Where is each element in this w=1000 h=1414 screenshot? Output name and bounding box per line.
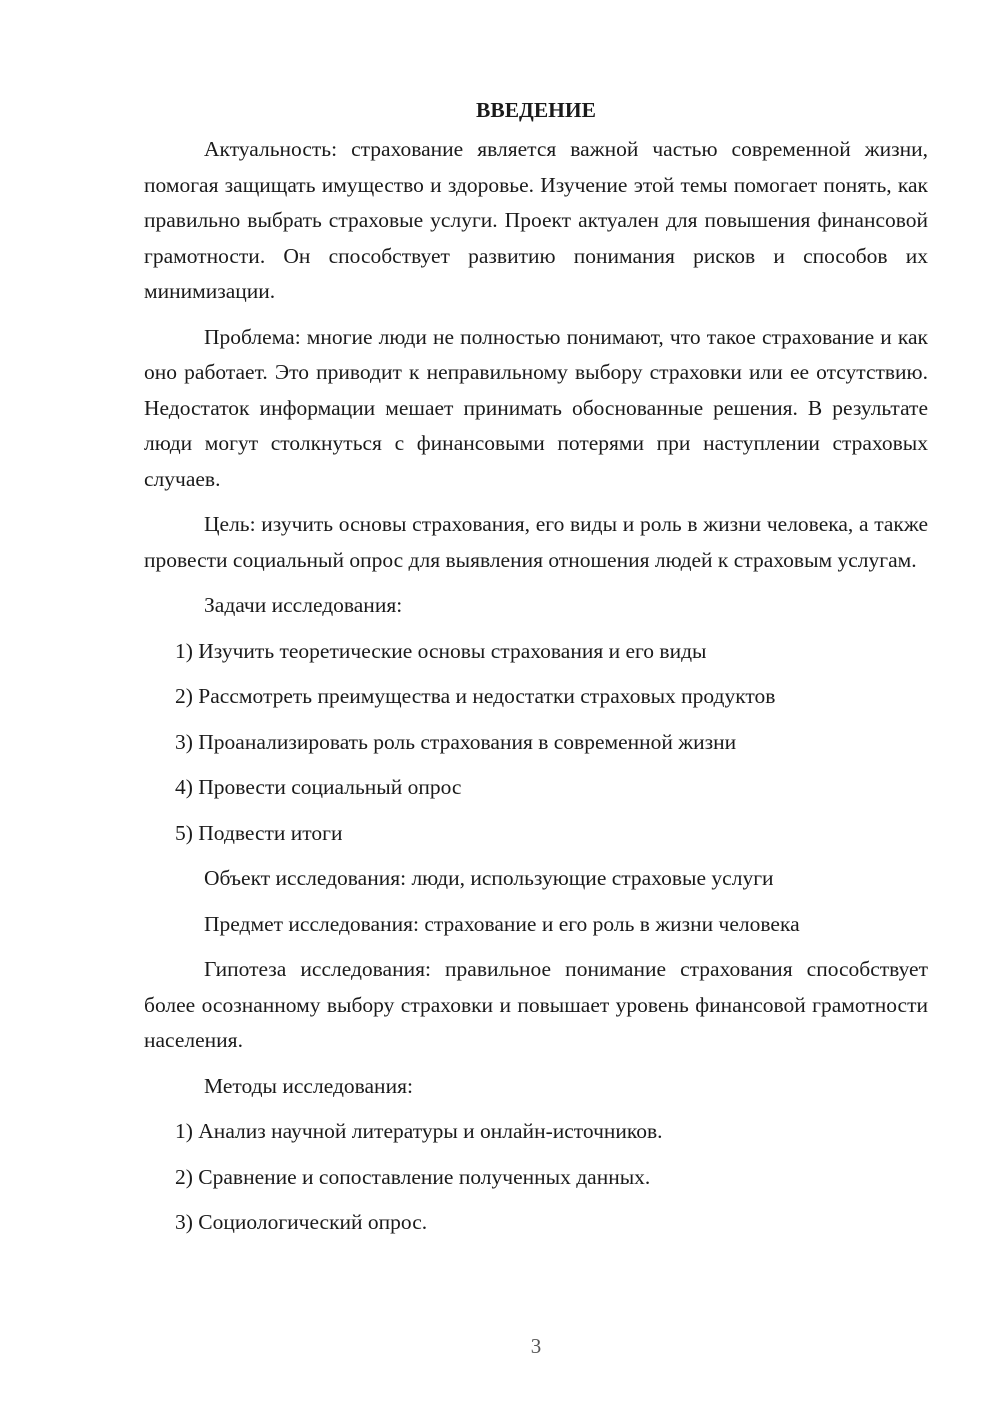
research-subject: Предмет исследования: страхование и его роль в жизни человека — [204, 911, 800, 936]
document-page — [144, 92, 928, 1251]
tasks-heading: Задачи исследования: — [204, 593, 403, 617]
relevance-paragraph: Актуальность: страхование является важной частью современной жизни, помогая защищать имущество и здоровье. Изучение этой темы помогает понять, как правильно выбрать страховые услуги. Проект актуален для повышения финансовой грамотности. Он способствует развитию понимания рисков и способов их минимизации. — [144, 137, 928, 303]
list-item: 4) Провести социальный опрос — [175, 775, 462, 799]
list-item: 5) Подвести итоги — [175, 820, 343, 845]
methods-list — [144, 1114, 928, 1241]
tasks-list — [144, 634, 928, 852]
goal-paragraph: Цель: изучить основы страхования, его виды и роль в жизни человека, а также провести социальный опрос для выявления отношения людей к страховым услугам. — [144, 512, 928, 572]
list-item: 1) Изучить теоретические основы страхования и его виды — [175, 638, 707, 663]
list-item: 3) Проанализировать роль страхования в современной жизни — [175, 729, 737, 754]
research-object: Объект исследования: люди, использующие страховые услуги — [204, 866, 774, 890]
page-number: 3 — [530, 1334, 542, 1358]
list-item: 2) Рассмотреть преимущества и недостатки страховых продуктов — [175, 684, 776, 708]
list-item: 1) Анализ научной литературы и онлайн-источников. — [175, 1119, 663, 1143]
list-item: 2) Сравнение и сопоставление полученных данных. — [175, 1164, 651, 1189]
list-item: 3) Социологический опрос. — [175, 1210, 428, 1234]
hypothesis-paragraph: Гипотеза исследования: правильное понимание страхования способствует более осознанному выбору страховки и повышает уровень финансовой грамотности населения. — [144, 957, 928, 1052]
problem-paragraph: Проблема: многие люди не полностью понимают, что такое страхование и как оно работает. Это приводит к неправильному выбору страховки или ее отсутствию. Недостаток информации мешает принимать обоснованные решения. В результате люди могут столкнуться с финансовыми потерями при наступлении страховых случаев. — [144, 324, 928, 491]
methods-heading: Методы исследования: — [204, 1073, 413, 1098]
section-title: ВВЕДЕНИЕ — [476, 98, 596, 122]
